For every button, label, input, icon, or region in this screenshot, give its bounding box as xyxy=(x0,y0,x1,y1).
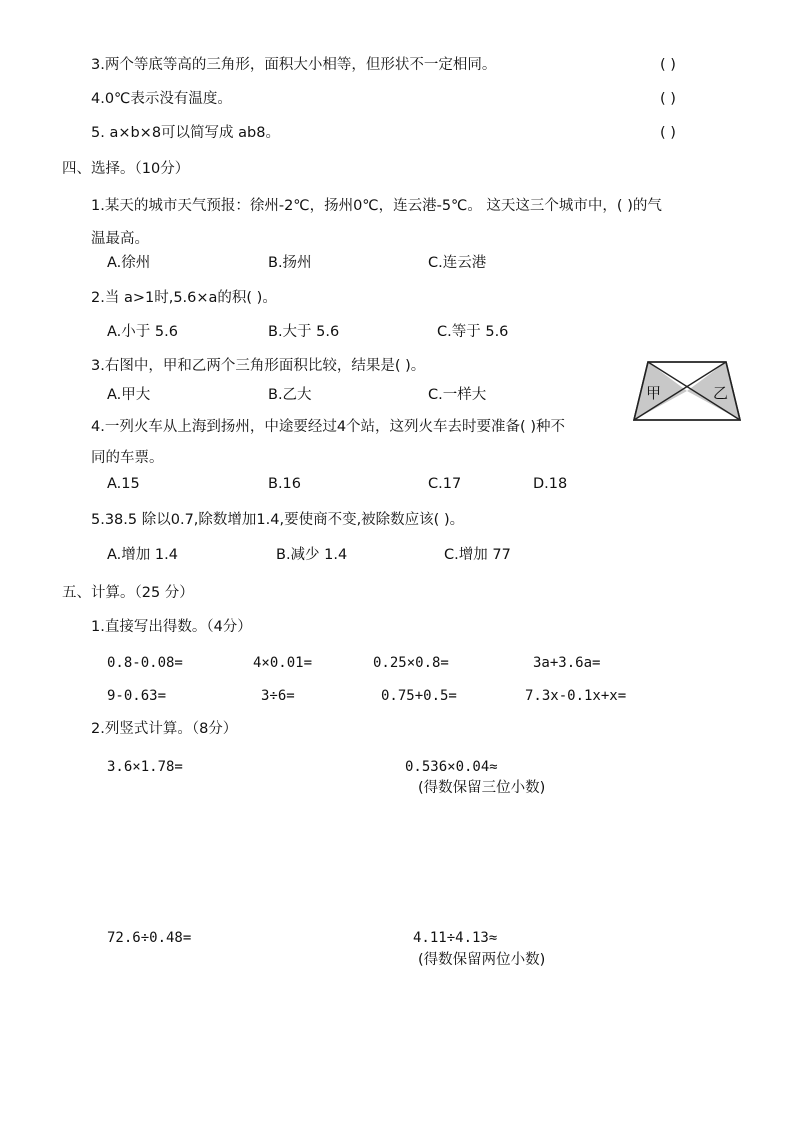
calc-vertical-p2: 0.536×0.04≈ xyxy=(405,759,498,775)
calc-direct-r2-c4: 7.3x-0.1x+x= xyxy=(525,688,627,704)
choice-q2-option-b[interactable]: B.大于 5.6 xyxy=(268,324,340,340)
choice-q1-option-a[interactable]: A.徐州 xyxy=(107,255,151,271)
calc-vertical-p3: 72.6÷0.48= xyxy=(107,930,192,946)
choice-q3-option-c[interactable]: C.一样大 xyxy=(428,387,487,403)
choice-q3-option-a[interactable]: A.甲大 xyxy=(107,387,151,403)
calc-vertical-p4: 4.11÷4.13≈ xyxy=(413,930,498,946)
calc-direct-r1-c3: 0.25×0.8= xyxy=(373,655,449,671)
calc-vertical-p2-note: (得数保留三位小数) xyxy=(418,780,546,796)
choice-q3-option-b[interactable]: B.乙大 xyxy=(268,387,312,403)
choice-q5-option-b[interactable]: B.减少 1.4 xyxy=(276,547,348,563)
calc-direct-title: 1.直接写出得数。（4分） xyxy=(91,619,252,635)
judge-item-3: 3.两个等底等高的三角形，面积大小相等，但形状不一定相同。 xyxy=(91,57,497,73)
calc-direct-r1-c4: 3a+3.6a= xyxy=(533,655,601,671)
choice-q1-option-c[interactable]: C.连云港 xyxy=(428,255,487,271)
calc-vertical-p4-note: (得数保留两位小数) xyxy=(418,952,546,968)
section-heading-choice: 四、选择。（10分） xyxy=(62,161,190,177)
calc-direct-r1-c2: 4×0.01= xyxy=(253,655,313,671)
figure-label-jia: 甲 xyxy=(646,384,662,402)
figure-label-yi: 乙 xyxy=(713,384,729,402)
choice-q3-text: 3.右图中，甲和乙两个三角形面积比较，结果是( )。 xyxy=(91,358,426,374)
calc-vertical-title: 2.列竖式计算。（8分） xyxy=(91,721,238,737)
judge-answer-blank-3[interactable]: ( ) xyxy=(660,57,676,73)
choice-q4-option-d[interactable]: D.18 xyxy=(533,476,568,492)
calc-vertical-p1: 3.6×1.78= xyxy=(107,759,183,775)
choice-q2-option-a[interactable]: A.小于 5.6 xyxy=(107,324,178,340)
choice-q5-text: 5.38.5 除以0.7,除数增加1.4,要使商不变,被除数应该( )。 xyxy=(91,512,465,528)
section-heading-calc: 五、计算。（25 分） xyxy=(62,585,194,601)
calc-direct-r2-c1: 9-0.63= xyxy=(107,688,167,704)
calc-direct-r1-c1: 0.8-0.08= xyxy=(107,655,183,671)
choice-q1-line1: 1.某天的城市天气预报：徐州-2℃，扬州0℃，连云港-5℃。 这天这三个城市中，( )的气 xyxy=(91,198,662,214)
choice-q4-line2: 同的车票。 xyxy=(91,450,164,466)
choice-q5-option-c[interactable]: C.增加 77 xyxy=(444,547,511,563)
choice-q4-line1: 4.一列火车从上海到扬州，中途要经过4个站，这列火车去时要准备( )种不 xyxy=(91,419,565,435)
calc-direct-r2-c2: 3÷6= xyxy=(261,688,295,704)
choice-q1-line2: 温最高。 xyxy=(91,231,149,247)
judge-item-4: 4.0℃表示没有温度。 xyxy=(91,91,232,107)
calc-direct-r2-c3: 0.75+0.5= xyxy=(381,688,457,704)
judge-answer-blank-5[interactable]: ( ) xyxy=(660,125,676,141)
choice-q4-option-a[interactable]: A.15 xyxy=(107,476,140,492)
choice-q5-option-a[interactable]: A.增加 1.4 xyxy=(107,547,178,563)
judge-answer-blank-4[interactable]: ( ) xyxy=(660,91,676,107)
trapezoid-figure xyxy=(632,360,744,424)
choice-q1-option-b[interactable]: B.扬州 xyxy=(268,255,312,271)
choice-q2-option-c[interactable]: C.等于 5.6 xyxy=(437,324,509,340)
choice-q2-text: 2.当 a>1时,5.6×a的积( )。 xyxy=(91,290,277,306)
choice-q4-option-c[interactable]: C.17 xyxy=(428,476,462,492)
choice-q4-option-b[interactable]: B.16 xyxy=(268,476,302,492)
judge-item-5: 5. a×b×8可以简写成 ab8。 xyxy=(91,125,280,141)
